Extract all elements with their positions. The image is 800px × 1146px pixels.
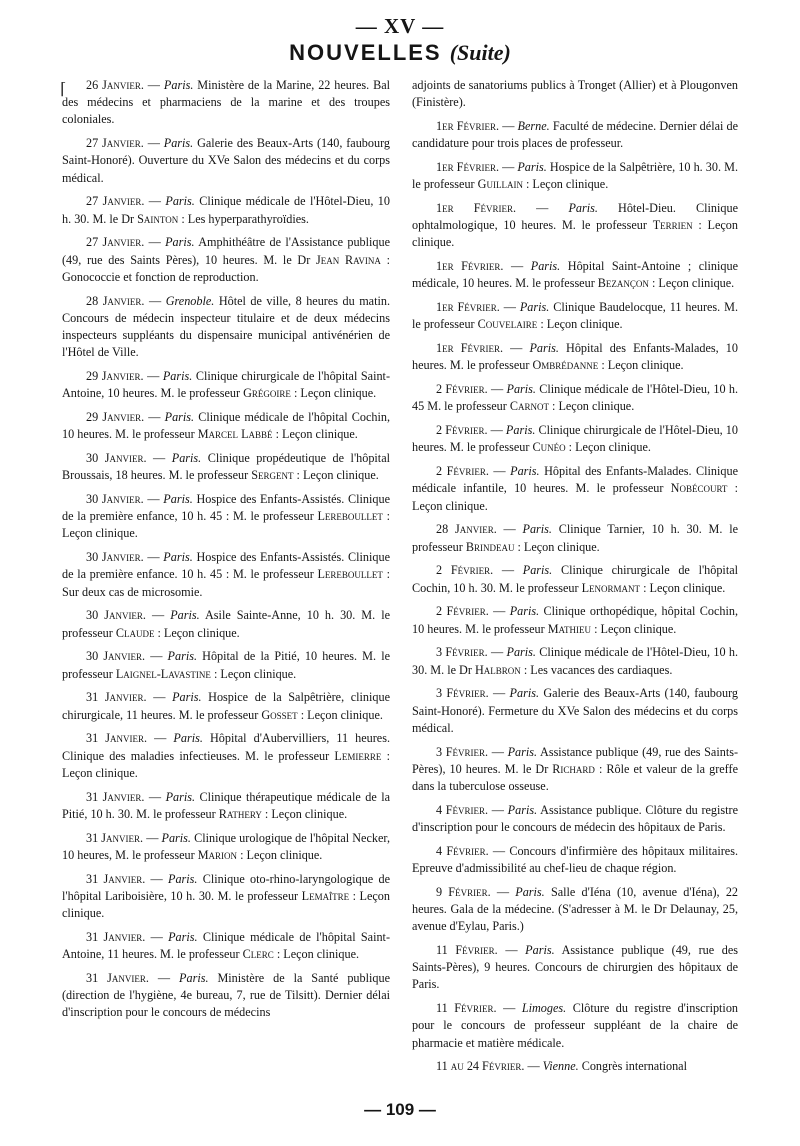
entry-city: Paris. xyxy=(163,492,193,507)
entry-date: 28 Janvier. xyxy=(436,522,497,537)
entry-text-tail: : Leçon clinique. xyxy=(62,888,390,921)
news-entry xyxy=(62,193,390,227)
entry-text-tail: : Leçon clinique. xyxy=(62,748,390,780)
entry-city: Paris. xyxy=(507,802,538,817)
news-entry xyxy=(412,200,738,252)
entry-text: Hospice de la Salpêtrière, 10 h. 30. M. le professeur xyxy=(412,160,739,192)
entry-text: Hôpital des Enfants-Malades. Clinique médicale infantile, 10 heures. M. le professeur xyxy=(412,464,739,496)
entry-city: Paris. xyxy=(163,550,193,565)
entry-text-tail: : Leçon clinique. xyxy=(591,621,677,636)
entry-text-tail: : Leçon clinique. xyxy=(537,317,623,332)
entry-separator: — xyxy=(488,686,510,701)
entry-text-tail: : Leçon clinique. xyxy=(548,399,635,414)
entry-date: 4 Février. xyxy=(436,843,489,858)
entry-text-tail: : Les vacances des cardiaques. xyxy=(520,662,673,677)
news-entry xyxy=(62,234,390,286)
entry-separator: — xyxy=(143,830,162,845)
entry-text-tail: : Leçon clinique. xyxy=(273,947,360,962)
entry-city: Paris. xyxy=(522,563,553,578)
entry-separator: — xyxy=(487,423,506,438)
news-entry xyxy=(62,871,390,923)
entry-separator: — xyxy=(144,789,166,804)
entry-text: Clôture du registre d'inscription pour le concours de professeur suppléant de la chaire de pharmacie et matière médicale. xyxy=(412,1001,739,1050)
entry-person-name: Nobécourt xyxy=(670,481,728,496)
entry-text: Clinique Tarnier, 10 h. 30. M. le professeur xyxy=(412,522,738,554)
news-entry xyxy=(62,970,390,1022)
entry-separator: — xyxy=(145,871,169,886)
entry-text: Hôpital d'Aubervilliers, 11 heures. Clinique des maladies infectieuses. M. le professeur xyxy=(62,731,391,763)
entry-city: Paris. xyxy=(168,871,198,886)
news-entry xyxy=(412,644,738,678)
entry-text: Hôtel-Dieu. Clinique ophtalmologique, 10 heures. M. le professeur xyxy=(412,201,738,233)
entry-date: 2 Février. xyxy=(436,382,488,397)
entry-person-name: Terrien xyxy=(652,218,693,233)
entry-date: 31 Janvier. xyxy=(86,731,148,746)
entry-separator: — xyxy=(143,136,164,151)
entry-date: 26 Janvier. xyxy=(86,78,144,92)
entry-text-tail: : Leçon clinique. xyxy=(261,806,348,821)
entry-city: Paris. xyxy=(530,259,561,274)
entry-text: Asile Sainte-Anne, 10 h. 30. M. le professeur xyxy=(62,608,390,640)
entry-text: Assistance publique (49, rue des Saints-Pères), 9 heures. Concours de chirurgien des hôpitaux de Paris. xyxy=(412,943,739,992)
entry-text: Clinique urologique de l'hôpital Necker, 10 heures, M. le professeur xyxy=(62,830,390,862)
entry-date: 2 Février. xyxy=(436,563,494,578)
entry-date: 27 Janvier. xyxy=(86,235,145,250)
entry-date: 31 Janvier. xyxy=(86,690,147,705)
entry-separator: — xyxy=(144,293,166,308)
entry-person-name: Gosset xyxy=(261,707,298,722)
entry-date: 28 Janvier. xyxy=(86,293,145,308)
entry-text: Clinique chirurgicale de l'hôpital Cochin, 10 h. 30. M. le professeur xyxy=(412,563,738,595)
news-entry xyxy=(62,409,390,443)
news-entry xyxy=(412,562,738,596)
entry-separator: — xyxy=(143,550,164,565)
entry-person-name: Lereboullet xyxy=(317,567,383,582)
entry-separator: — xyxy=(487,382,507,397)
entry-person-name: Brindeau xyxy=(465,539,515,554)
news-entry xyxy=(412,744,738,796)
entry-date: 9 Février. xyxy=(436,884,491,899)
entry-separator: — xyxy=(497,943,526,958)
entry-text-tail: : Rôle et valeur de la greffe dans la tuberculose osseuse. xyxy=(412,761,738,794)
entry-city: Paris. xyxy=(165,789,196,804)
entry-city: Paris. xyxy=(171,451,202,466)
entry-text-tail: : Leçon clinique. xyxy=(598,358,684,373)
entry-city: Paris. xyxy=(179,970,209,985)
entry-date: 1er Février. xyxy=(436,300,500,315)
news-entry xyxy=(412,843,738,877)
entry-separator: — xyxy=(145,608,171,623)
entry-text-tail: : Leçon clinique. xyxy=(272,427,358,442)
entry-text: Galerie des Beaux-Arts (140, faubourg Saint-Honoré). Fermeture du XVe Salon des médecins et du corps médical. xyxy=(412,686,739,735)
entry-text-tail: : Leçon clinique. xyxy=(293,468,379,483)
entry-date: 30 Janvier. xyxy=(86,451,147,466)
entry-separator: — xyxy=(148,970,180,985)
entry-text: Concours d'infirmière des hôpitaux militaires. Epreuve d'admissibilité au chef-lieu de chaque région. xyxy=(412,843,738,876)
entry-text-tail: : Les hyperparathyroïdies. xyxy=(178,211,309,226)
news-entry xyxy=(412,258,738,292)
entry-date: 3 Février. xyxy=(436,686,489,701)
entry-separator: — xyxy=(524,1059,543,1074)
entry-separator: — xyxy=(144,194,166,209)
entry-text: Salle d'Iéna (10, avenue d'Iéna), 22 heures. Gala de la médecine. (S'adresser à M. le Dr Delaunay, 25, avenue d'Eylau, Paris.) xyxy=(412,884,739,934)
entry-person-name: Halbron xyxy=(474,662,521,677)
entry-city: Paris. xyxy=(519,300,550,315)
entry-text-tail: : Leçon clinique. xyxy=(648,276,735,291)
entry-text: Clinique médicale de l'Hôtel-Dieu, 10 h. 45 M. le professeur xyxy=(412,382,738,414)
news-entry xyxy=(62,77,390,129)
news-entry xyxy=(412,942,738,994)
page-folio: — 109 — xyxy=(364,1100,436,1119)
entry-text: Clinique oto-rhino-laryngologique de l'hôpital Lariboisière, 10 h. 30. M. le professeur xyxy=(62,871,391,903)
entry-city: Vienne. xyxy=(542,1059,579,1074)
entry-city: Paris. xyxy=(510,464,540,479)
entry-person-name: Grégoire xyxy=(243,386,291,401)
news-entry xyxy=(412,159,738,193)
entry-city: Paris. xyxy=(164,410,195,425)
news-entry xyxy=(62,549,390,601)
entry-date: 11 Février. xyxy=(436,943,498,958)
entry-city: Paris. xyxy=(165,235,195,250)
entry-city: Paris. xyxy=(509,686,540,701)
news-entry xyxy=(412,381,738,415)
news-entry xyxy=(412,422,738,456)
news-entry xyxy=(62,730,390,782)
entry-date: 11 Février. xyxy=(436,1001,497,1016)
entry-city: Paris. xyxy=(509,604,540,619)
entry-text-tail: : Leçon clinique. xyxy=(412,218,738,250)
entry-text: Ministère de la Marine, 22 heures. Bal des médecins et pharmaciens de la marine et des troupes coloniales. xyxy=(62,78,390,127)
margin-mark: ⌈ xyxy=(60,81,67,98)
entry-date: 30 Janvier. xyxy=(86,649,146,664)
entry-city: Berne. xyxy=(517,119,550,133)
entry-city: Paris. xyxy=(165,194,195,209)
entry-person-name: Laignel-Lavastine xyxy=(115,666,211,681)
news-entry xyxy=(412,118,738,152)
entry-date: 31 Janvier. xyxy=(86,789,145,804)
entry-text: Clinique médicale de l'hôpital Saint-Antoine, 11 heures. M. le professeur xyxy=(62,929,391,962)
entry-person-name: Bezançon xyxy=(597,276,649,291)
entry-date: 29 Janvier. xyxy=(86,369,144,384)
entry-person-name: Cunéo xyxy=(532,440,566,455)
entry-city: Grenoble. xyxy=(165,293,215,308)
entry-text: Ministère de la Santé publique (direction de l'hygiène, 4e bureau, 7, rue de Tilsitt). Dernier délai d'inscription pour le concours de médecins xyxy=(62,970,390,1020)
entry-date: 2 Février. xyxy=(436,604,489,619)
entry-person-name: Clerc xyxy=(242,947,274,962)
entry-city: Limoges. xyxy=(521,1001,567,1016)
entry-text: Faculté de médecine. Dernier délai de candidature pour trois places de professeur. xyxy=(412,119,739,151)
entry-separator: — xyxy=(496,1001,522,1016)
entry-city: Paris. xyxy=(506,645,536,660)
entry-separator: — xyxy=(488,843,510,858)
entry-person-name: Marcel Labbé xyxy=(197,427,273,442)
entry-city: Paris. xyxy=(161,830,191,845)
entry-person-name: Richard xyxy=(552,761,595,776)
entry-date: 2 Février. xyxy=(436,423,488,438)
entry-city: Paris. xyxy=(522,522,552,537)
entry-person-name: Lenormant xyxy=(581,580,641,595)
entry-text: Hôpital des Enfants-Malades, 10 heures. M. le professeur xyxy=(412,341,738,373)
news-entry xyxy=(412,1000,738,1052)
news-entry xyxy=(62,648,390,682)
entry-text-tail: : Leçon clinique. xyxy=(412,481,739,513)
entry-city: Paris. xyxy=(525,943,555,958)
entry-separator: — xyxy=(516,201,569,215)
news-entry xyxy=(412,884,738,936)
entry-city: Paris. xyxy=(517,160,547,174)
entry-date: 30 Janvier. xyxy=(86,492,144,507)
entry-city: Paris. xyxy=(173,731,203,746)
entry-date: 11 au 24 Février. xyxy=(436,1059,525,1074)
entry-text-tail: : Leçon clinique. xyxy=(290,386,377,401)
entry-person-name: Lemaître xyxy=(301,888,350,903)
entry-city: Paris. xyxy=(172,690,202,705)
entry-city: Paris. xyxy=(167,649,198,664)
entry-separator: — xyxy=(488,802,508,817)
entry-date: 31 Janvier. xyxy=(86,871,146,886)
entry-city: Paris. xyxy=(505,423,536,438)
entry-text-tail: : Leçon clinique. xyxy=(237,847,323,862)
entry-date: 27 Janvier. xyxy=(86,194,145,209)
entry-text-tail: : Leçon clinique. xyxy=(522,177,609,192)
news-entry xyxy=(412,603,738,637)
entry-date: 3 Février. xyxy=(436,744,489,759)
entry-city: Paris. xyxy=(507,744,538,759)
entry-separator: — xyxy=(146,690,173,705)
entry-text-tail: : Sur deux cas de microsomie. xyxy=(62,567,390,599)
entry-city: Paris. xyxy=(168,929,198,944)
entry-text-tail: : Gonococcie et fonction de reproduction. xyxy=(62,252,390,284)
entry-date: 30 Janvier. xyxy=(86,608,146,623)
entry-separator: — xyxy=(145,649,168,664)
entry-separator: — xyxy=(493,563,523,578)
entry-text: Clinique propédeutique de l'hôpital Broussais, 18 heures. M. le professeur xyxy=(62,451,390,483)
entry-person-name: Mathieu xyxy=(547,621,592,636)
entry-text: Amphithéâtre de l'Assistance publique (49, rue des Saints Pères), 10 heures. M. le Dr xyxy=(62,235,391,267)
entry-separator: — xyxy=(488,604,510,619)
entry-person-name: Lereboullet xyxy=(317,509,383,524)
entry-person-name: Jean Ravina xyxy=(316,252,381,267)
entry-date: 1er Février. xyxy=(436,259,504,274)
entry-text: Hospice de la Salpêtrière, clinique chirurgicale, 11 heures. M. le professeur xyxy=(62,690,391,722)
entry-text: Galerie des Beaux-Arts (140, faubourg Saint-Honoré). Ouverture du XVe Salon des médecins et du corps médical. xyxy=(62,136,391,185)
entry-text: Hospice des Enfants-Assistés. Clinique de la première enfance, 10 h. 45 : M. le professeur xyxy=(62,492,391,524)
entry-city: Paris. xyxy=(515,884,545,899)
entry-city: Paris. xyxy=(162,369,193,384)
entry-separator: — xyxy=(144,410,165,425)
entry-date: 30 Janvier. xyxy=(86,550,144,565)
entry-text: adjoints de sanatoriums publics à Tronget (Allier) et à Plougonven (Finistère). xyxy=(412,78,738,110)
news-entry xyxy=(62,830,390,864)
entry-text-tail: : Leçon clinique. xyxy=(210,666,297,681)
entry-separator: — xyxy=(490,884,516,899)
news-entry xyxy=(62,450,390,484)
entry-person-name: Lemierre xyxy=(334,748,382,763)
entry-text-tail: : Leçon clinique. xyxy=(154,625,240,640)
entry-person-name: Marion xyxy=(197,847,238,862)
entry-date: 31 Janvier. xyxy=(86,970,149,985)
entry-separator: — xyxy=(143,492,164,507)
news-entry xyxy=(62,491,390,543)
entry-city: Paris. xyxy=(506,382,536,397)
entry-text: Congrès international xyxy=(578,1059,687,1074)
news-entry xyxy=(412,77,738,111)
entry-text: Hôpital Saint-Antoine ; clinique médicale, 10 heures. M. le professeur xyxy=(412,259,739,291)
roman-page-number: — XV — xyxy=(355,14,445,38)
entry-person-name: Guillain xyxy=(477,177,523,192)
entry-date: 31 Janvier. xyxy=(86,929,146,944)
news-entry xyxy=(412,299,738,333)
entry-text: Hospice des Enfants-Assistés. Clinique de la première enfance. 10 h. 45 : M. le professeur xyxy=(62,550,391,582)
news-entry xyxy=(412,802,738,836)
entry-text: Clinique chirurgicale de l'hôpital Saint-Antoine, 10 heures. M. le professeur xyxy=(62,369,391,401)
entry-text: Clinique médicale de l'Hôtel-Dieu, 10 h. 30. M. le Dr xyxy=(412,645,738,677)
left-column xyxy=(62,77,390,1028)
entry-date: 27 Janvier. xyxy=(86,136,144,151)
right-column xyxy=(412,77,738,1082)
news-entry xyxy=(62,929,390,963)
entry-city: Paris. xyxy=(163,78,194,92)
entry-person-name: Ombrédanne xyxy=(532,358,599,373)
news-entry xyxy=(62,293,390,362)
news-entry xyxy=(62,368,390,402)
entry-separator: — xyxy=(488,744,508,759)
entry-separator: — xyxy=(499,160,518,174)
entry-date: 1er Février. xyxy=(436,341,504,356)
entry-city: Paris. xyxy=(529,341,559,356)
entry-city: Paris. xyxy=(163,136,194,151)
entry-city: Paris. xyxy=(568,201,598,215)
entry-text: Clinique chirurgicale de l'Hôtel-Dieu, 10 heures. M. le professeur xyxy=(412,423,738,455)
news-entry xyxy=(412,685,738,737)
entry-city: Paris. xyxy=(170,608,200,623)
entry-text-tail: : Leçon clinique. xyxy=(514,539,600,554)
entry-text-tail: : Leçon clinique. xyxy=(640,580,726,595)
news-entry xyxy=(62,689,390,723)
entry-separator: — xyxy=(146,451,172,466)
entry-date: 2 Février. xyxy=(436,464,489,479)
news-entry xyxy=(412,340,738,374)
entry-date: 1er Février. xyxy=(436,119,500,133)
entry-separator: — xyxy=(499,300,520,315)
entry-separator: — xyxy=(143,78,164,92)
entry-date: 31 Janvier. xyxy=(86,830,144,845)
news-entry xyxy=(412,1058,738,1075)
entry-date: 3 Février. xyxy=(436,645,488,660)
entry-text-tail: : Leçon clinique. xyxy=(565,440,651,455)
entry-person-name: Sergent xyxy=(251,468,294,483)
entry-person-name: Carnot xyxy=(509,399,549,414)
news-entry xyxy=(412,463,738,515)
section-title-suite: (Suite) xyxy=(449,40,511,65)
entry-separator: — xyxy=(145,929,169,944)
news-entry xyxy=(62,789,390,823)
entry-date: 4 Février. xyxy=(436,802,489,817)
entry-text-tail: : Leçon clinique. xyxy=(62,509,390,541)
entry-text: Clinique orthopédique, hôpital Cochin, 10 heures. M. le professeur xyxy=(412,604,739,636)
entry-text: Clinique Baudelocque, 11 heures. M. le professeur xyxy=(412,300,739,332)
entry-date: 29 Janvier. xyxy=(86,410,145,425)
entry-separator: — xyxy=(147,731,174,746)
entry-separator: — xyxy=(488,464,511,479)
entry-text: Clinique médicale de l'hôpital Cochin, 10 heures. M. le professeur xyxy=(62,410,390,442)
entry-person-name: Claude xyxy=(115,625,155,640)
entry-text: Assistance publique. Clôture du registre d'inscription pour le concours de médecin des hôpitaux de Paris. xyxy=(412,802,739,835)
news-entry xyxy=(62,135,390,187)
entry-separator: — xyxy=(499,119,518,133)
entry-person-name: Couvelaire xyxy=(477,317,538,332)
entry-text: Assistance publique (49, rue des Saints-Pères), 10 heures. M. le Dr xyxy=(412,744,739,776)
entry-text: Hôpital de la Pitié, 10 heures. M. le professeur xyxy=(62,649,390,681)
entry-separator: — xyxy=(503,259,531,274)
entry-person-name: Sainton xyxy=(137,211,179,226)
entry-separator: — xyxy=(143,369,163,384)
entry-text: Clinique médicale de l'Hôtel-Dieu, 10 h. 30. M. le Dr xyxy=(62,194,390,226)
entry-date: 1er Février. xyxy=(436,201,517,215)
news-entry xyxy=(62,607,390,641)
entry-person-name: Rathery xyxy=(218,806,262,821)
entry-separator: — xyxy=(487,645,507,660)
entry-separator: — xyxy=(144,235,166,250)
entry-text: Clinique thérapeutique médicale de la Pitié, 10 h. 30. M. le professeur xyxy=(62,789,390,821)
entry-date: 1er Février. xyxy=(436,160,499,174)
news-entry xyxy=(412,521,738,555)
section-title: NOUVELLES xyxy=(289,40,442,65)
section-heading xyxy=(0,40,800,66)
entry-text-tail: : Leçon clinique. xyxy=(297,707,383,722)
entry-separator: — xyxy=(496,522,523,537)
entry-separator: — xyxy=(503,341,530,356)
entry-text: Hôtel de ville, 8 heures du matin. Concours de médecin inspecteur titulaire et de deux médecins inspecteurs suppléants du dispensaire municipal antivénérien de l'Hôtel de Ville. xyxy=(62,293,391,360)
